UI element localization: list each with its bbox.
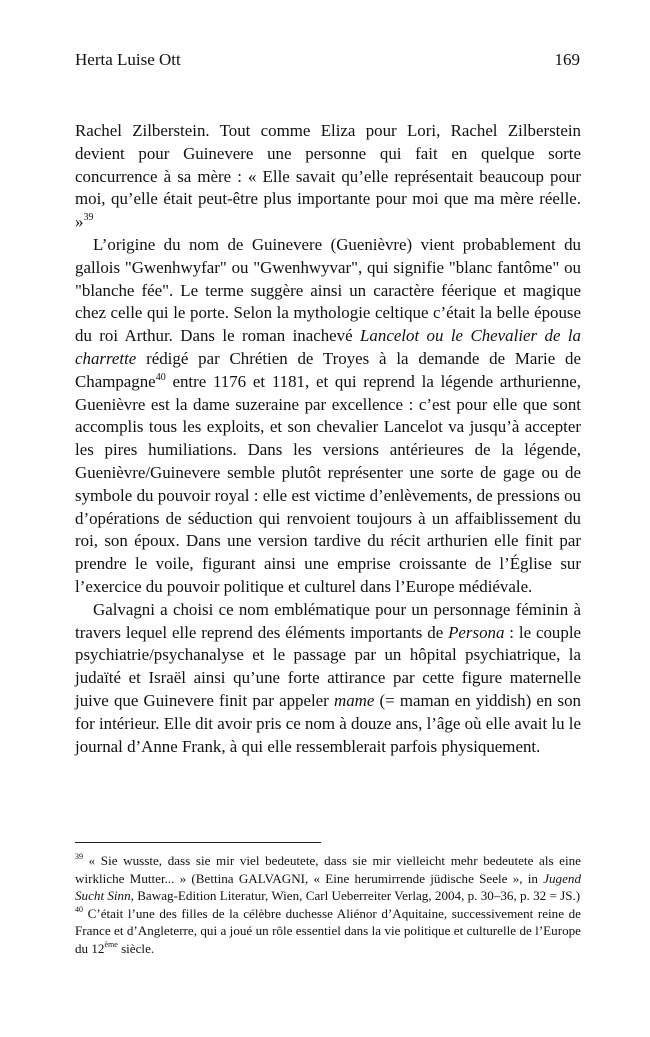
paragraph-3-text-c: (= maman en yiddish) en son for intérieur. Elle dit avoir pris ce nom à douze ans, l’âge où elle avait lu le journal d’Anne Frank, à qui elle ressemblerait parfois physiquement. (75, 690, 581, 756)
paragraph-3 (75, 599, 581, 759)
footnote-40 (75, 905, 581, 958)
footnote-39-text-a: « Sie wusste, dass sie mir viel bedeutete, dass sie mir vielleicht mehr bedeutete als eine wirkliche Mutter... » (Bettina GALVAGNI, « Eine herumirrende jüdische Seele », in (75, 853, 581, 886)
page-number: 169 (554, 50, 580, 69)
footnote-40-text-b: siècle. (117, 940, 155, 956)
footnote-39-mark: 39 (75, 852, 83, 861)
footnote-39-title: Jugend Sucht Sinn (75, 870, 581, 904)
paragraph-3-mame: mame (334, 690, 375, 710)
author-name: Herta Luise Ott (75, 50, 181, 69)
main-text (75, 120, 581, 758)
paragraph-3-text-b: : le couple psychiatrie/psychanalyse et le passage par un hôpital psychiatrique, la judaïté et Israël ainsi qu’une forte attirance par cette figure maternelle juive que Guinevere finit par appeler (75, 622, 582, 710)
footnotes (75, 852, 581, 958)
paragraph-2-text-c: entre 1176 et 1181, et qui reprend la légende arthurienne, Guenièvre est la dame suzeraine par excellence : c’est pour elle que sont accomplis tous les exploits, et son chevalier Lancelot va jusqu’à accepter les pires humiliations. Dans les versions antérieures de la légende, Guenièvre/Guinevere semble plutôt représenter une sorte de gage ou de symbole du pouvoir royal : elle est victime d’enlèvements, de pressions ou d’opérations de séduction qui renvoient toujours à un affaiblissement du roi, son époux. Dans une version tardive du récit arthurien elle finit par prendre le voile, figurant ainsi une emprise croissante de l’Église sur l’exercice du pouvoir politique et culturel dans l’Europe médiévale. (75, 371, 581, 596)
running-header (75, 50, 580, 70)
paragraph-2-title: Lancelot ou le Chevalier de la charrette (75, 326, 581, 368)
footnote-divider (75, 842, 321, 843)
paragraph-1 (75, 120, 581, 234)
footnote-ref-39: 39 (83, 212, 94, 224)
footnote-40-mark: 40 (75, 904, 83, 914)
paragraph-2 (75, 234, 581, 599)
footnote-39-text-b: , Bawag-Edition Literatur, Wien, Carl Ueberreiter Verlag, 2004, p. 30–36, p. 32 = JS.) (130, 888, 581, 904)
paragraph-2-text-a: L’origine du nom de Guinevere (Guenièvre) vient probablement du gallois "Gwenhwyfar" ou "Gwenhwyvar", qui signifie "blanc fantôme" ou "blanche fée". Le terme suggère ainsi un caractère féerique et magique chez celle qui le porte. Selon la mythologie celtique c’était la belle épouse du roi Arthur. Dans le roman inachevé (75, 234, 581, 346)
paragraph-1-text: Rachel Zilberstein. Tout comme Eliza pour Lori, Rachel Zilberstein devient pour Guinevere une personne qui fait en quelque sorte concurrence à sa mère : « Elle savait qu’elle représentait beaucoup pour moi, qu’elle était peut-être plus importante pour moi que ma mère réelle. » (75, 121, 581, 232)
footnote-ref-40: 40 (155, 371, 166, 383)
paragraph-3-persona: Persona (448, 622, 505, 642)
paragraph-2-text-b: rédigé par Chrétien de Troyes à la demande de Marie de Champagne (75, 348, 581, 391)
footnote-40-superscript: ème (104, 939, 118, 949)
footnote-39 (75, 852, 581, 905)
footnote-40-text-a: C’était l’une des filles de la célèbre duchesse Aliénor d’Aquitaine, successivement reine de France et d’Angleterre, qui a joué un rôle essentiel dans la vie politique et culturelle de l’Europe du 12 (75, 905, 581, 956)
paragraph-3-text-a: Galvagni a choisi ce nom emblématique pour un personnage féminin à travers lequel elle reprend des éléments importants de (75, 599, 581, 642)
